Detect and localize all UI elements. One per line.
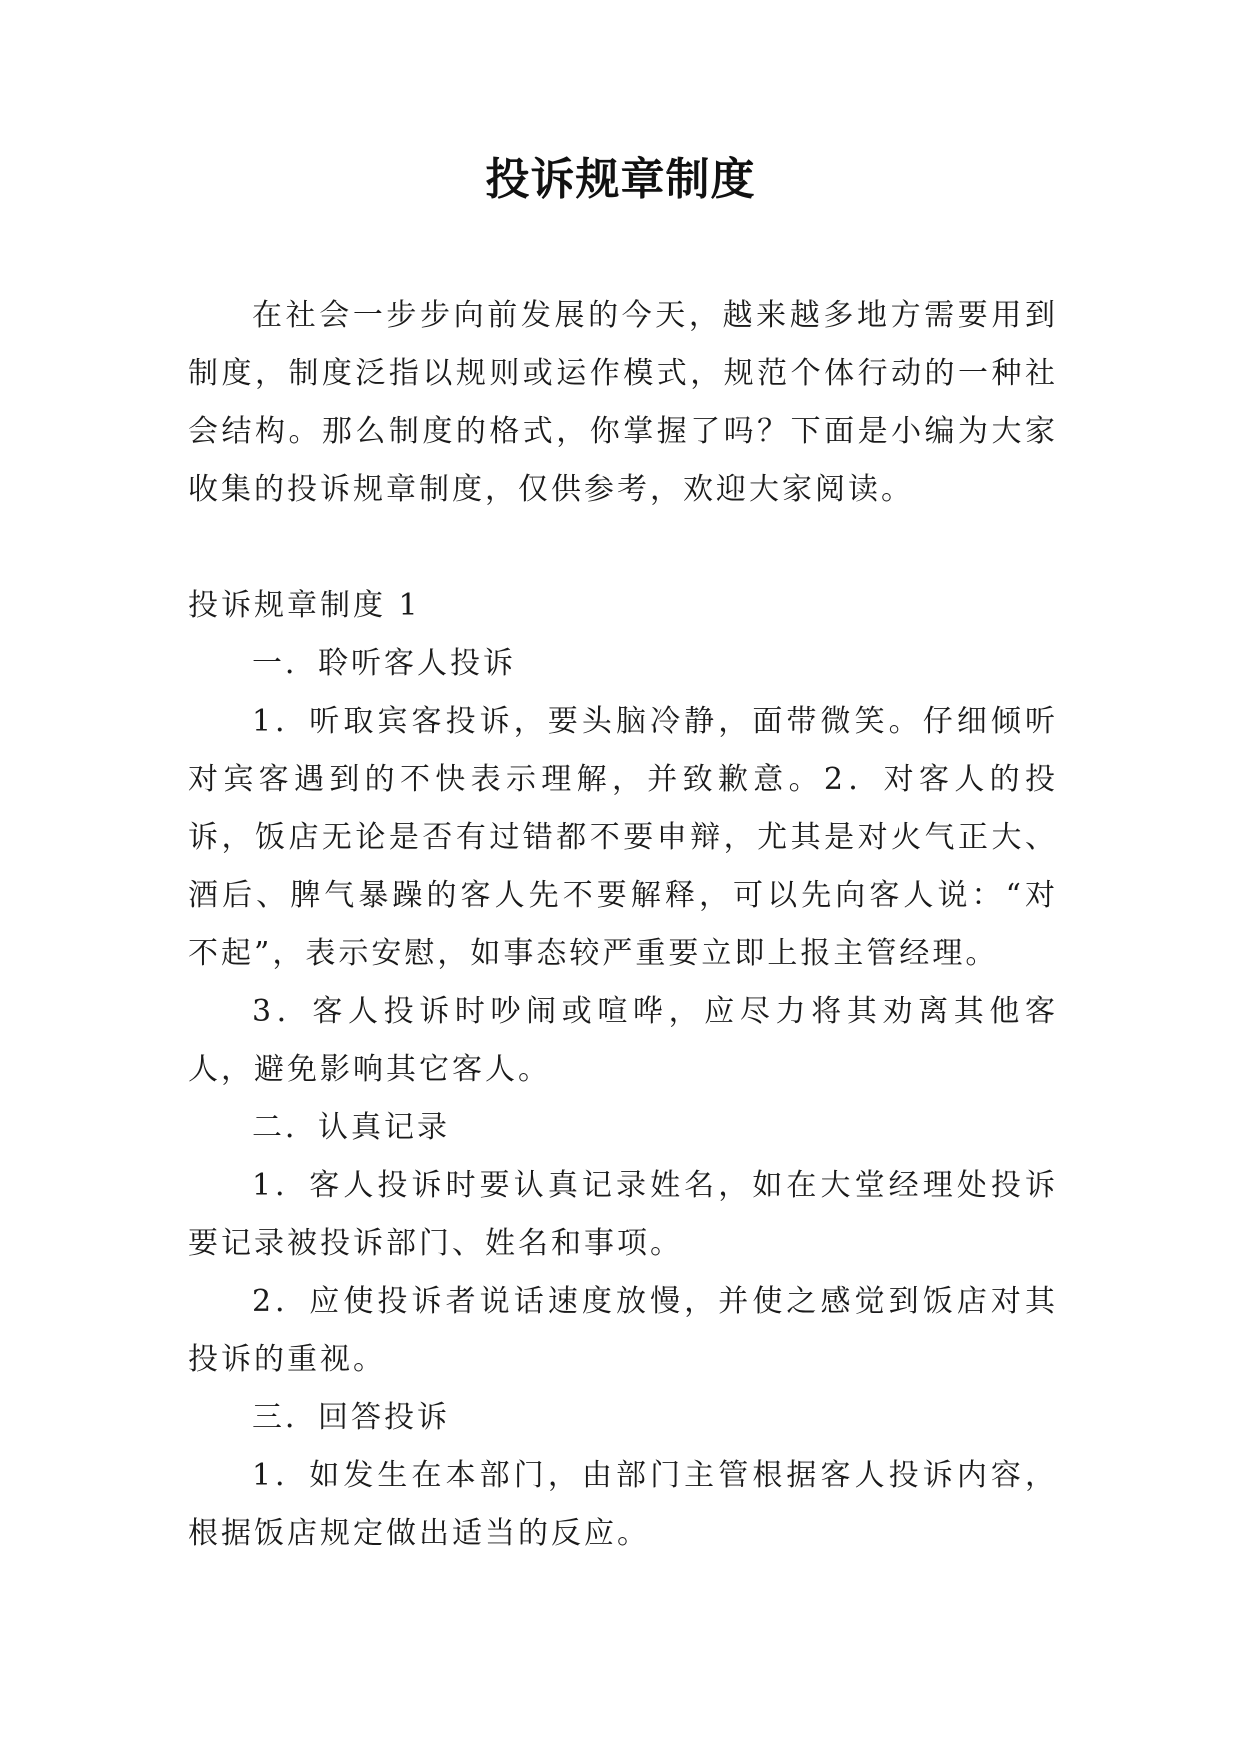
paragraph-record-2: 2．应使投诉者说话速度放慢，并使之感觉到饭店对其投诉的重视。 (188, 1284, 1058, 1377)
heading-answer: 三．回答投诉 (252, 1400, 450, 1435)
document-title: 投诉规章制度 (485, 154, 756, 205)
paragraph-listen-1-2: 1．听取宾客投诉，要头脑冷静，面带微笑。仔细倾听对宾客遇到的不快表示理解，并致歉意。2．对客人的投诉，饭店无论是否有过错都不要申辩，尤其是对火气正大、酒后、脾气暴躁的客人先不要解释，可以先向客人说：“对不起”，表示安慰，如事态较严重要立即上报主管经理。 (188, 704, 1058, 971)
section-title: 投诉规章制度 1 (188, 588, 421, 623)
paragraph-listen-3: 3．客人投诉时吵闹或喧哗，应尽力将其劝离其他客人，避免影响其它客人。 (188, 994, 1058, 1087)
heading-record: 二．认真记录 (252, 1110, 450, 1145)
document-body (188, 287, 1058, 1563)
heading-listen: 一．聆听客人投诉 (252, 646, 516, 681)
intro-paragraph: 在社会一步步向前发展的今天，越来越多地方需要用到制度，制度泛指以规则或运作模式，规范个体行动的一种社会结构。那么制度的格式，你掌握了吗？下面是小编为大家收集的投诉规章制度，仅供参考，欢迎大家阅读。 (188, 298, 1058, 507)
paragraph-answer-1: 1．如发生在本部门，由部门主管根据客人投诉内容，根据饭店规定做出适当的反应。 (188, 1458, 1058, 1551)
paragraph-record-1: 1．客人投诉时要认真记录姓名，如在大堂经理处投诉要记录被投诉部门、姓名和事项。 (188, 1168, 1058, 1261)
